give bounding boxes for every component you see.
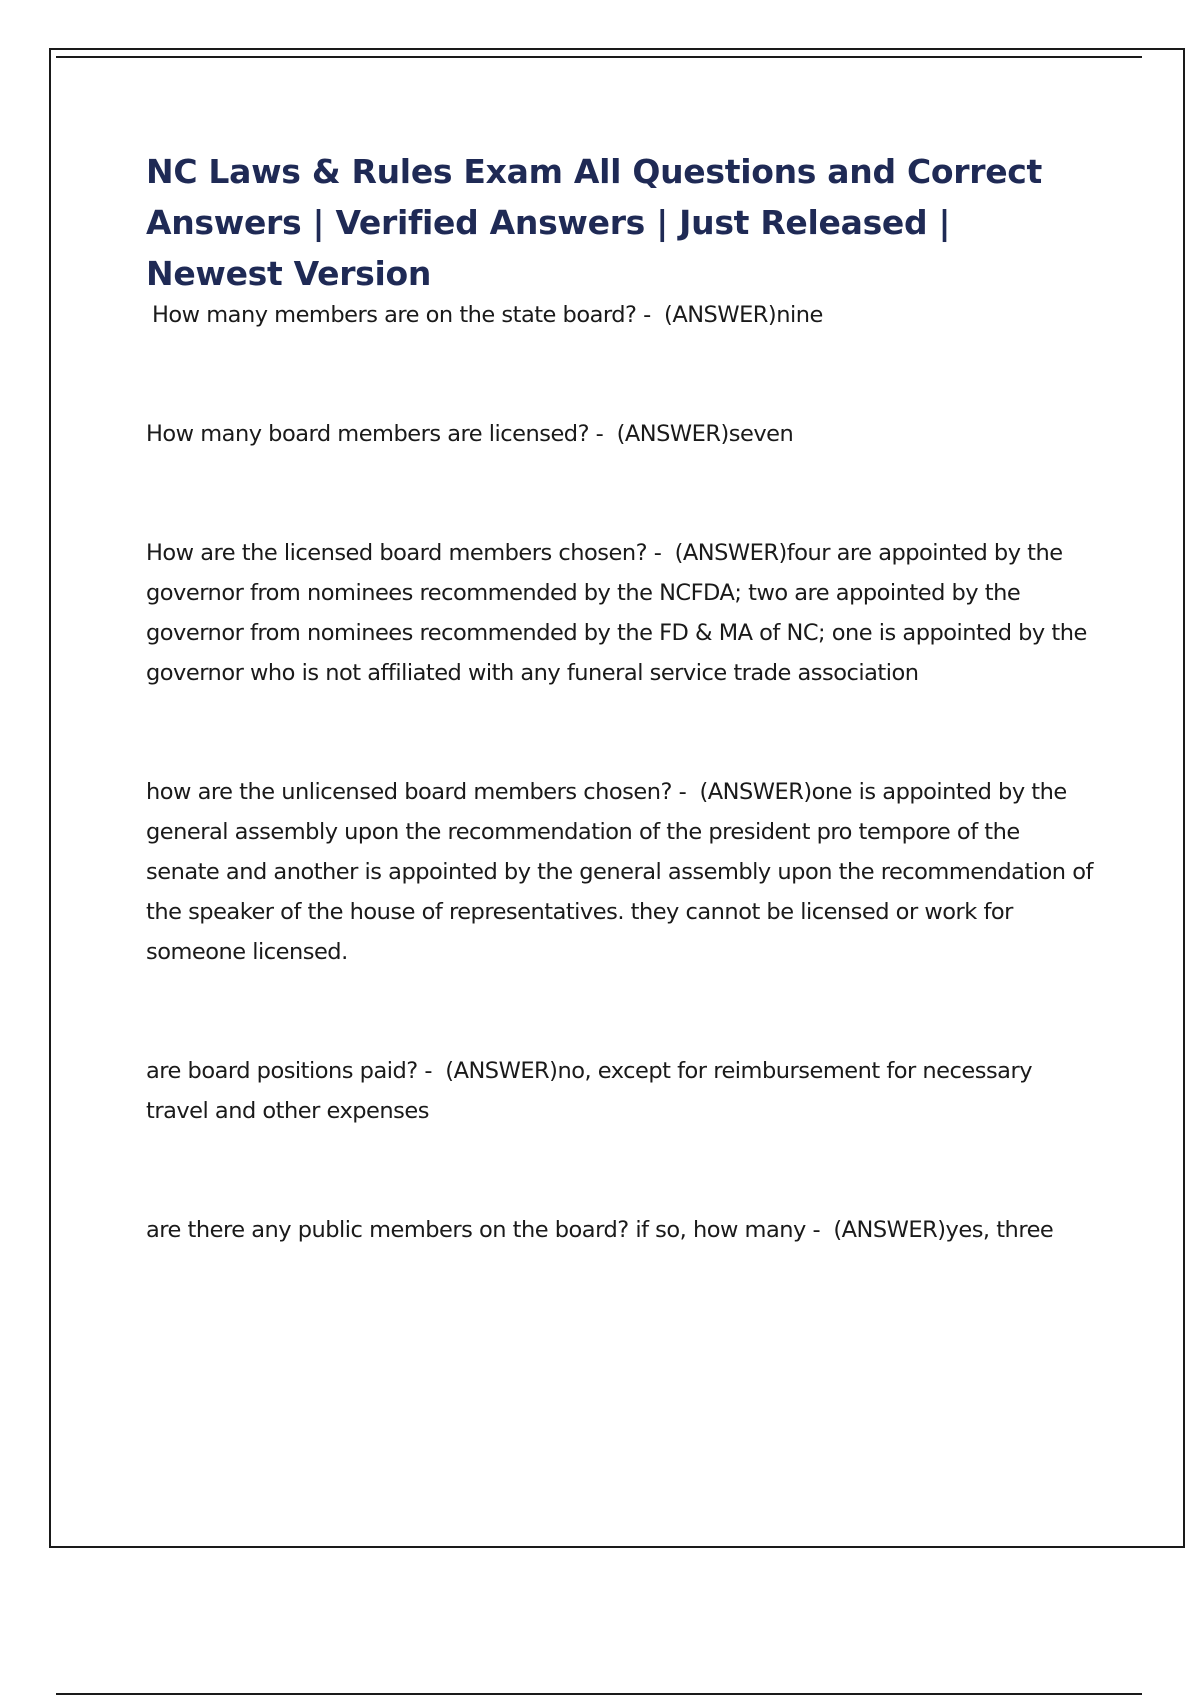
- qa-separator: -: [589, 421, 617, 447]
- answer-text: (ANSWER)no, except for reimbursement for necessary travel and other expenses: [146, 1058, 1033, 1124]
- qa-item: [146, 1051, 1096, 1131]
- qa-item: [146, 533, 1096, 693]
- bottom-rule: [56, 1693, 1142, 1695]
- question-text: How many board members are licensed?: [146, 421, 590, 447]
- qa-item: [146, 1210, 1096, 1250]
- answer-text: (ANSWER)nine: [664, 302, 823, 328]
- qa-separator: -: [417, 1058, 446, 1084]
- question-text: are board positions paid?: [146, 1058, 418, 1084]
- document-title: NC Laws & Rules Exam All Questions and Correct Answers | Verified Answers | Just Released | Newest Version: [146, 152, 1043, 293]
- qa-item: [146, 772, 1096, 972]
- question-text: How many members are on the state board?: [152, 302, 637, 328]
- qa-separator: -: [647, 540, 675, 566]
- answer-text: (ANSWER)four are appointed by the governor from nominees recommended by the NCFDA; two are appointed by the governor from nominees recommended by the FD & MA of NC; one is appointed by the governor who is not affiliated with any funeral service trade association: [146, 540, 1087, 686]
- question-text: how are the unlicensed board members chosen?: [146, 779, 672, 805]
- answer-text: (ANSWER)yes, three: [833, 1217, 1054, 1243]
- qa-list: [146, 295, 1096, 1250]
- qa-item: [146, 295, 1096, 335]
- qa-item: [146, 414, 1096, 454]
- document-content: [146, 146, 1096, 1329]
- question-text: How are the licensed board members chosen?: [146, 540, 648, 566]
- answer-text: (ANSWER)one is appointed by the general assembly upon the recommendation of the president pro tempore of the senate and another is appointed by the general assembly upon the recommendation of the speaker of the house of representatives. they cannot be licensed or work for someone licensed.: [146, 779, 1093, 965]
- question-text: are there any public members on the board? if so, how many: [146, 1217, 806, 1243]
- answer-text: (ANSWER)seven: [616, 421, 794, 447]
- qa-separator: -: [671, 779, 700, 805]
- top-rule: [56, 56, 1142, 58]
- qa-separator: -: [636, 302, 665, 328]
- qa-separator: -: [805, 1217, 834, 1243]
